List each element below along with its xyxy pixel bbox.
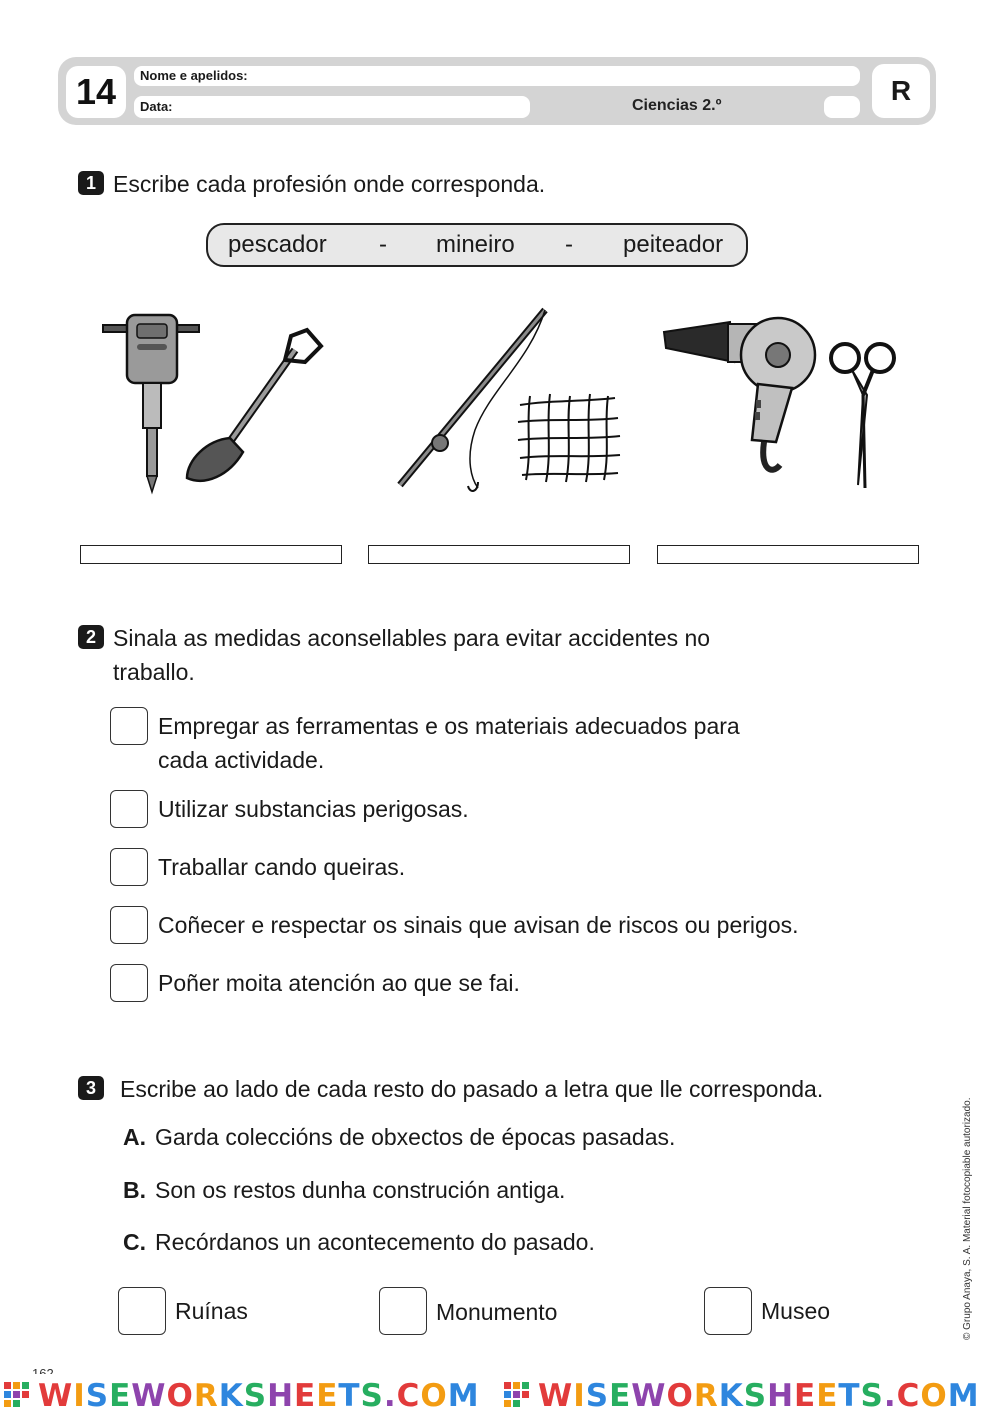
option-checkbox-1[interactable] [110, 707, 148, 745]
exercise-3-number: 3 [78, 1076, 104, 1100]
option-text-4: Coñecer e respectar os sinais que avisan de riscos ou perigos. [158, 912, 799, 938]
header-blank-field[interactable] [824, 96, 860, 118]
answer-label-monumento: Monumento [436, 1299, 558, 1325]
option-checkbox-3[interactable] [110, 848, 148, 886]
watermark-text-1: WISEWORKSHEETS.COM [38, 1378, 480, 1414]
answer-label-ruinas: Ruínas [175, 1298, 248, 1324]
option-text-3: Traballar cando queiras. [158, 854, 406, 880]
definition-letter-b: B. [123, 1177, 146, 1203]
option-text-1-line1: Empregar as ferramentas e os materiais adecuados para [158, 713, 740, 739]
copyright-notice: © Grupo Anaya, S. A. Material fotocopiable autorizado. [962, 1097, 973, 1340]
answer-field-3[interactable] [657, 545, 919, 564]
subject-label: Ciencias 2.º [632, 97, 722, 114]
date-field[interactable]: Data: [134, 96, 530, 118]
word-separator: - [565, 231, 573, 258]
option-text-5: Poñer moita atención ao que se fai. [158, 970, 520, 996]
definition-text-a: Garda coleccións de obxectos de épocas pasadas. [155, 1124, 676, 1150]
option-checkbox-2[interactable] [110, 790, 148, 828]
answer-field-2[interactable] [368, 545, 630, 564]
exercise-2-number: 2 [78, 625, 104, 649]
word-bank [206, 223, 748, 267]
fishing-illustration [390, 300, 630, 500]
answer-label-museo: Museo [761, 1298, 831, 1324]
unit-number: 14 [66, 66, 126, 118]
hairdresser-illustration [660, 300, 910, 500]
option-text-1-line2: cada actividade. [158, 747, 325, 773]
exercise-1-instruction: Escribe cada profesión onde corresponda. [113, 171, 546, 197]
exercise-1-number: 1 [78, 171, 104, 195]
option-checkbox-4[interactable] [110, 906, 148, 944]
exercise-2-instruction-line1: Sinala as medidas aconsellables para evitar accidentes no [113, 625, 711, 651]
fishing-net-icon [518, 394, 620, 482]
jackhammer-icon [103, 315, 199, 492]
exercise-3-instruction: Escribe ao lado de cada resto do pasado a letra que lle corresponda. [120, 1076, 824, 1102]
jackhammer-shovel-illustration [95, 300, 335, 500]
answer-box-museo[interactable] [704, 1287, 752, 1335]
watermark-bar [0, 1374, 1000, 1413]
word-pescador: pescador [228, 231, 327, 258]
watermark-text-2: WISEWORKSHEETS.COM [538, 1378, 980, 1414]
answer-field-1[interactable] [80, 545, 342, 564]
word-mineiro: mineiro [436, 231, 515, 258]
scissors-icon [831, 344, 894, 488]
name-field[interactable]: Nome e apelidos: [134, 66, 860, 86]
word-separator: - [379, 231, 387, 258]
definition-text-b: Son os restos dunha construción antiga. [155, 1177, 566, 1203]
watermark-logo-icon [504, 1382, 536, 1408]
fishing-rod-icon [400, 310, 545, 491]
word-peiteador: peiteador [623, 231, 724, 258]
definition-text-c: Recórdanos un acontecemento do pasado. [155, 1229, 595, 1255]
watermark-logo-icon [4, 1382, 36, 1408]
option-checkbox-5[interactable] [110, 964, 148, 1002]
definition-letter-c: C. [123, 1229, 146, 1255]
answer-box-ruinas[interactable] [118, 1287, 166, 1335]
definition-letter-a: A. [123, 1124, 146, 1150]
exercise-2-instruction-line2: traballo. [113, 659, 195, 685]
hairdryer-icon [664, 318, 815, 470]
level-badge: R [872, 64, 930, 118]
answer-box-monumento[interactable] [379, 1287, 427, 1335]
shovel-icon [187, 330, 321, 481]
option-text-2: Utilizar substancias perigosas. [158, 796, 469, 822]
